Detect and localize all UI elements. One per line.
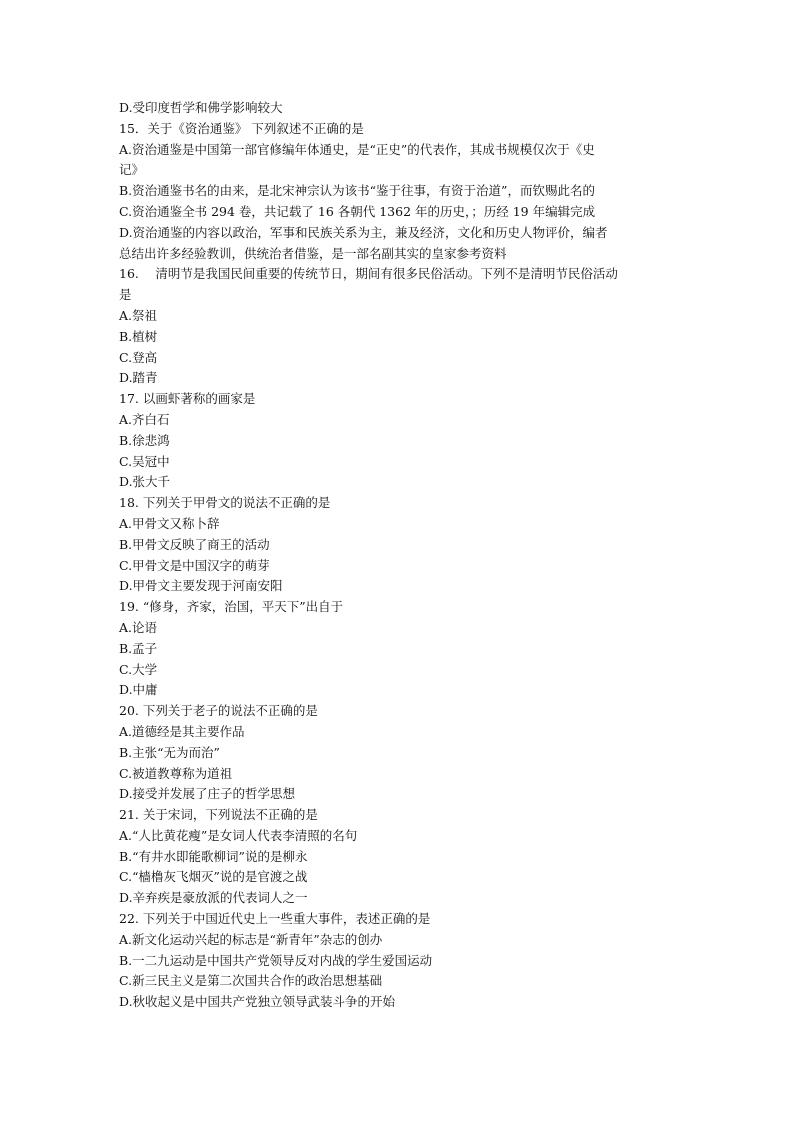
option-a: A.甲骨文又称卜辞 bbox=[119, 515, 220, 531]
option-b: B.一二九运动是中国共产党领导反对内战的学生爱国运动 bbox=[119, 952, 433, 968]
option-c: C.甲骨文是中国汉字的萌芽 bbox=[119, 557, 270, 573]
question-15: 15．关于《资治通鉴》 下列叙述不正确的是 bbox=[119, 120, 364, 136]
option-c: C.新三民主义是第二次国共合作的政治思想基础 bbox=[119, 973, 383, 989]
text-line: 是 bbox=[119, 287, 132, 303]
option-d: D.甲骨文主要发现于河南安阳 bbox=[119, 578, 283, 594]
option-d: D.中庸 bbox=[119, 682, 158, 698]
option-c: C.吴冠中 bbox=[119, 453, 170, 469]
option-c: C.被道教尊称为道祖 bbox=[119, 765, 233, 781]
option-b: B.植树 bbox=[119, 328, 158, 344]
question-17: 17. 以画虾著称的画家是 bbox=[119, 391, 256, 407]
option-c: C.资治通鉴全书 294 卷，共记载了 16 各朝代 1362 年的历史，；历经 19 年编辑完成 bbox=[119, 203, 596, 219]
option-a: A.齐白石 bbox=[119, 411, 170, 427]
question-21: 21. 关于宋词，下列说法不正确的是 bbox=[119, 807, 318, 823]
document-page bbox=[119, 98, 679, 1013]
option-b: B.主张“无为而治” bbox=[119, 744, 220, 760]
text-line: D.受印度哲学和佛学影响较大 bbox=[119, 100, 283, 115]
option-a: A.论语 bbox=[119, 619, 158, 635]
option-c: C.大学 bbox=[119, 661, 158, 677]
question-19: 19. “修身，齐家，治国，平天下”出自于 bbox=[119, 599, 344, 615]
text-line: 记》 bbox=[119, 162, 145, 178]
question-22: 22. 下列关于中国近代史上一些重大事件，表述正确的是 bbox=[119, 911, 431, 927]
option-b: B.资治通鉴书名的由来，是北宋神宗认为该书“鉴于往事，有资于治道”，而钦赐此名的 bbox=[119, 183, 595, 199]
option-a: A.祭祖 bbox=[119, 307, 158, 323]
question-16: 16. 清明节是我国民间重要的传统节日，期间有很多民俗活动。下列不是清明节民俗活动 bbox=[119, 266, 618, 282]
option-b: B.孟子 bbox=[119, 640, 158, 656]
option-c: C.“樯橹灰飞烟灭”说的是官渡之战 bbox=[119, 869, 308, 885]
option-b: B.“有井水即能歌柳词”说的是柳永 bbox=[119, 848, 308, 864]
option-c: C.登高 bbox=[119, 349, 158, 365]
question-18: 18. 下列关于甲骨文的说法不正确的是 bbox=[119, 495, 331, 511]
text-line: 总结出许多经验教训，供统治者借鉴，是一部名副其实的皇家参考资料 bbox=[119, 245, 507, 261]
option-a: A.资治通鉴是中国第一部官修编年体通史，是“正史”的代表作，其成书规模仅次于《史 bbox=[119, 141, 595, 157]
option-d: D.张大千 bbox=[119, 474, 171, 490]
option-a: A.“人比黄花瘦”是女词人代表李清照的名句 bbox=[119, 827, 358, 843]
question-20: 20. 下列关于老子的说法不正确的是 bbox=[119, 703, 318, 719]
option-a: A.道德经是其主要作品 bbox=[119, 723, 245, 739]
option-d: D.资治通鉴的内容以政治，军事和民族关系为主，兼及经济，文化和历史人物评价，编者 bbox=[119, 224, 608, 240]
option-b: B.甲骨文反映了商王的活动 bbox=[119, 536, 270, 552]
option-a: A.新文化运动兴起的标志是“新青年”杂志的创办 bbox=[119, 931, 383, 947]
option-d: D.接受并发展了庄子的哲学思想 bbox=[119, 786, 296, 802]
option-d: D.踏青 bbox=[119, 370, 158, 386]
option-d: D.辛弃疾是豪放派的代表词人之一 bbox=[119, 890, 308, 906]
option-d: D.秋收起义是中国共产党独立领导武装斗争的开始 bbox=[119, 994, 396, 1010]
option-b: B.徐悲鸿 bbox=[119, 432, 170, 448]
